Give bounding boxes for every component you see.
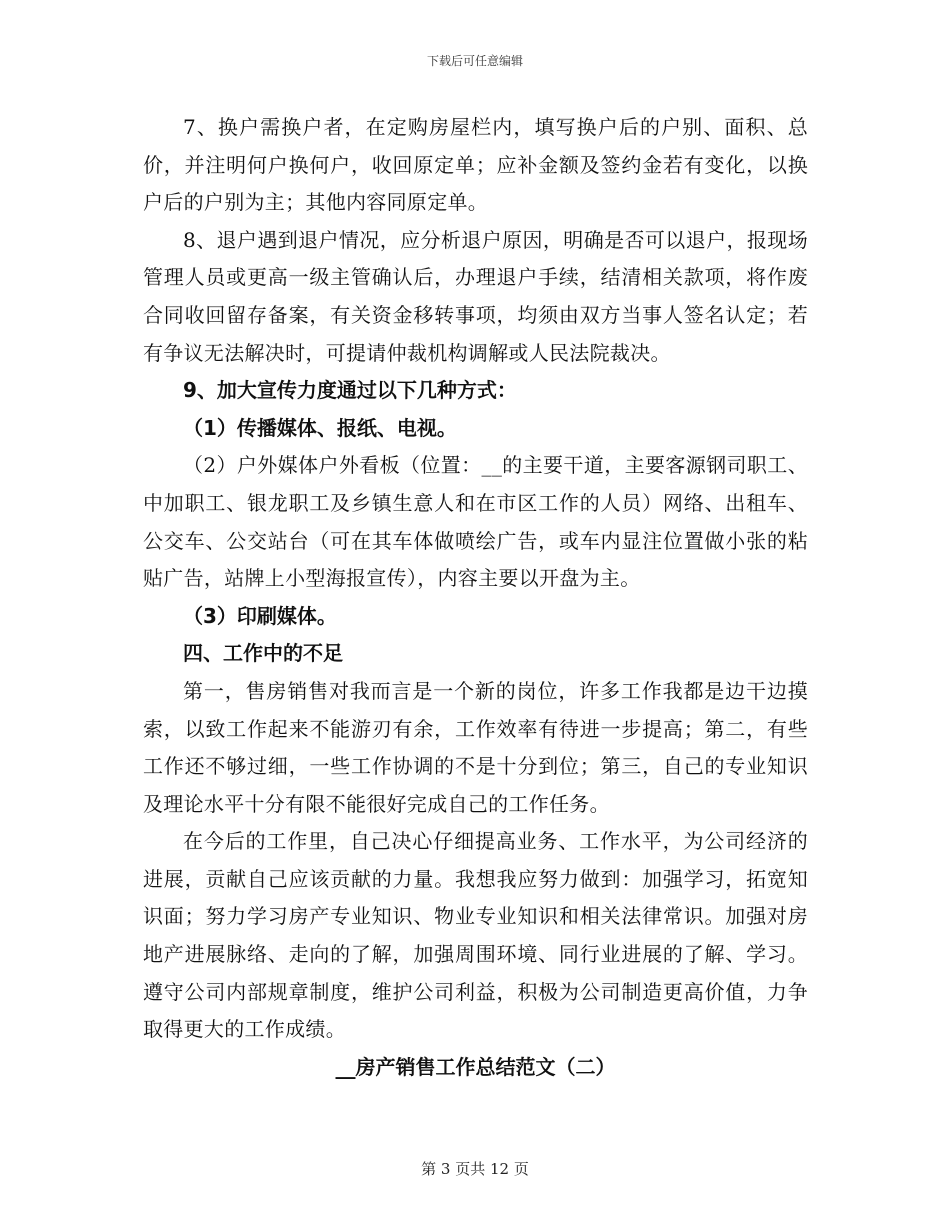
paragraph-future-plans: 在今后的工作里，自己决心仔细提高业务、工作水平，为公司经济的进展，贡献自己应该贡献的力量。我想我应努力做到：加强学习，拓宽知识面；努力学习房产专业知识、物业专业知识和相关法律常识。加强对房地产进展脉络、走向的了解，加强周围环境、同行业进展的了解、学习。遵守公司内部规章制度，维护公司利益，积极为公司制造更高价值，力争取得更大的工作成绩。 [143, 829, 808, 1042]
list-item-outdoor: （2）户外媒体户外看板（位置：__的主要干道，主要客源钢司职工、中加职工、银龙职工及乡镇生意人和在市区工作的人员）网络、出租车、公交车、公交站台（可在其车体做喷绘广告，或车内显注位置做小张的粘贴广告，站牌上小型海报宣传），内容主要以开盘为主。 [143, 453, 808, 591]
paragraph-item-8: 8、退户遇到退户情况，应分析退户原因，明确是否可以退户，报现场管理人员或更高一级主管确认后，办理退户手续，结清相关款项，将作废合同收回留存备案，有关资金移转事项，均须由双方当事人签名认定；若有争议无法解决时，可提请仲裁机构调解或人民法院裁决。 [143, 227, 808, 365]
page-footer: 第 3 页共 12 页 [421, 1160, 529, 1178]
list-item-media: （1）传播媒体、报纸、电视。 [183, 415, 457, 440]
heading-item-9: 9、加大宣传力度通过以下几种方式： [183, 378, 517, 403]
document-subtitle: __房产销售工作总结范文（二） [335, 1054, 616, 1079]
paragraph-shortcomings: 第一，售房销售对我而言是一个新的岗位，许多工作我都是边干边摸索，以致工作起来不能游刃有余，工作效率有待进一步提高；第二，有些工作还不够过细，一些工作协调的不是十分到位；第三，自己的专业知识及理论水平十分有限不能很好完成自己的工作任务。 [143, 678, 808, 816]
section-heading-shortcomings: 四、工作中的不足 [183, 641, 343, 666]
list-item-print: （3）印刷媒体。 [183, 603, 337, 628]
document-body [143, 109, 808, 1086]
paragraph-item-7: 7、换户需换户者，在定购房屋栏内，填写换户后的户别、面积、总价，并注明何户换何户，收回原定单；应补金额及签约金若有变化，以换户后的户别为主；其他内容同原定单。 [143, 115, 808, 215]
page-header: 下载后可任意编辑 [426, 54, 523, 68]
